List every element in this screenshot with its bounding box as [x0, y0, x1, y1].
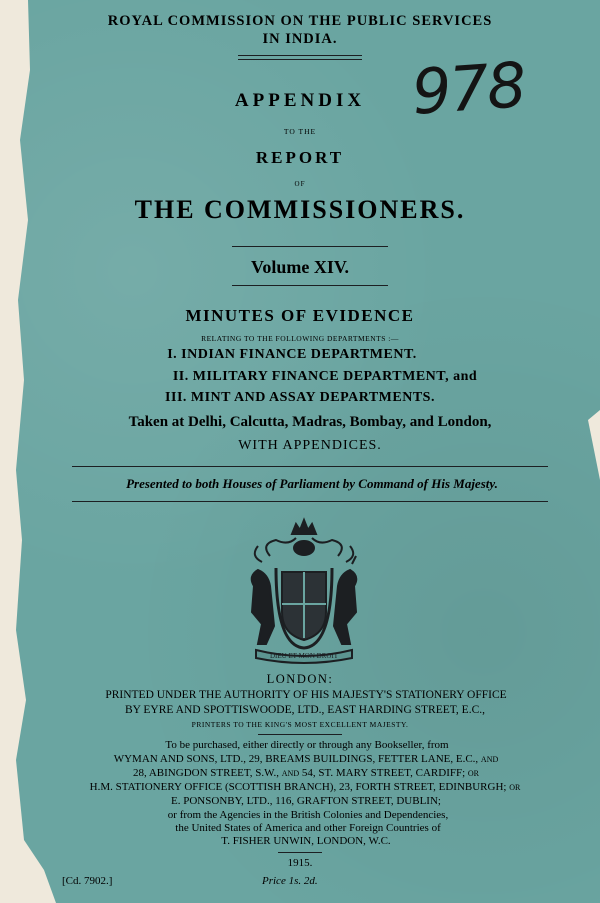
commissioners-title: THE COMMISSIONERS. [134, 195, 466, 224]
presented-line: Presented to both Houses of Parliament by Command of His Majesty. [126, 476, 498, 491]
commission-title-line1: ROYAL COMMISSION ON THE PUBLIC SERVICES [107, 13, 493, 29]
with-appendices: WITH APPENDICES. [238, 438, 382, 453]
volume-label: Volume XIV. [250, 257, 350, 277]
royal-coat-of-arms [240, 516, 368, 666]
purchase-line-1: To be purchased, either directly or through any Bookseller, from [165, 739, 449, 751]
handwritten-number: 978 [409, 48, 527, 129]
department-3: III. MINT AND ASSAY DEPARTMENTS. [165, 390, 435, 405]
purchase-line-6: or from the Agencies in the British Colonies and Dependencies, [167, 809, 449, 821]
purchase-line-7: the United States of America and other Foreign Countries of [175, 822, 441, 834]
minutes-heading: MINUTES OF EVIDENCE [185, 306, 415, 325]
to-the-label: TO THE [283, 127, 317, 136]
command-paper-number: [Cd. 7902.] [62, 875, 113, 887]
relating-label: RELATING TO THE FOLLOWING DEPARTMENTS :— [201, 334, 399, 343]
imprint-printed-under: PRINTED UNDER THE AUTHORITY OF HIS MAJESTY'S STATIONERY OFFICE [105, 689, 507, 701]
title-rule-bottom [232, 285, 388, 286]
price-label: Price 1s. 2d. [262, 875, 318, 887]
presented-rule-bottom [72, 501, 548, 502]
purchase-line-4: H.M. STATIONERY OFFICE (SCOTTISH BRANCH), 23, FORTH STREET, EDINBURGH; or [89, 781, 521, 793]
department-1: I. INDIAN FINANCE DEPARTMENT. [167, 347, 417, 362]
commission-title-line2: IN INDIA. [262, 31, 338, 47]
header-rule [238, 55, 362, 60]
purchase-line-8: T. FISHER UNWIN, LONDON, W.C. [221, 835, 391, 847]
of-label: OF [294, 180, 306, 188]
publication-year: 1915. [287, 857, 313, 869]
taken-at-line: Taken at Delhi, Calcutta, Madras, Bombay, and London, [128, 414, 492, 430]
purchase-line-2: WYMAN AND SONS, LTD., 29, BREAMS BUILDINGS, FETTER LANE, E.C., and [113, 753, 499, 765]
imprint-rule [258, 734, 342, 735]
imprint-by-eyre: BY EYRE AND SPOTTISWOODE, LTD., EAST HARDING STREET, E.C., [124, 704, 485, 716]
purchase-line-3: 28, ABINGDON STREET, S.W., and 54, ST. MARY STREET, CARDIFF; or [132, 767, 480, 779]
department-2: II. MILITARY FINANCE DEPARTMENT, and [172, 369, 478, 384]
appendix-title: APPENDIX [234, 90, 366, 111]
imprint-printers: PRINTERS TO THE KING'S MOST EXCELLENT MAJESTY. [191, 720, 409, 729]
imprint-london: LONDON: [266, 672, 334, 686]
purchase-line-5: E. PONSONBY, LTD., 116, GRAFTON STREET, DUBLIN; [171, 795, 441, 807]
year-rule [278, 852, 322, 853]
presented-rule-top [72, 466, 548, 467]
title-rule-top [232, 246, 388, 247]
crest-motto: DIEU ET MON DROIT [269, 652, 339, 660]
report-title: REPORT [255, 148, 345, 167]
